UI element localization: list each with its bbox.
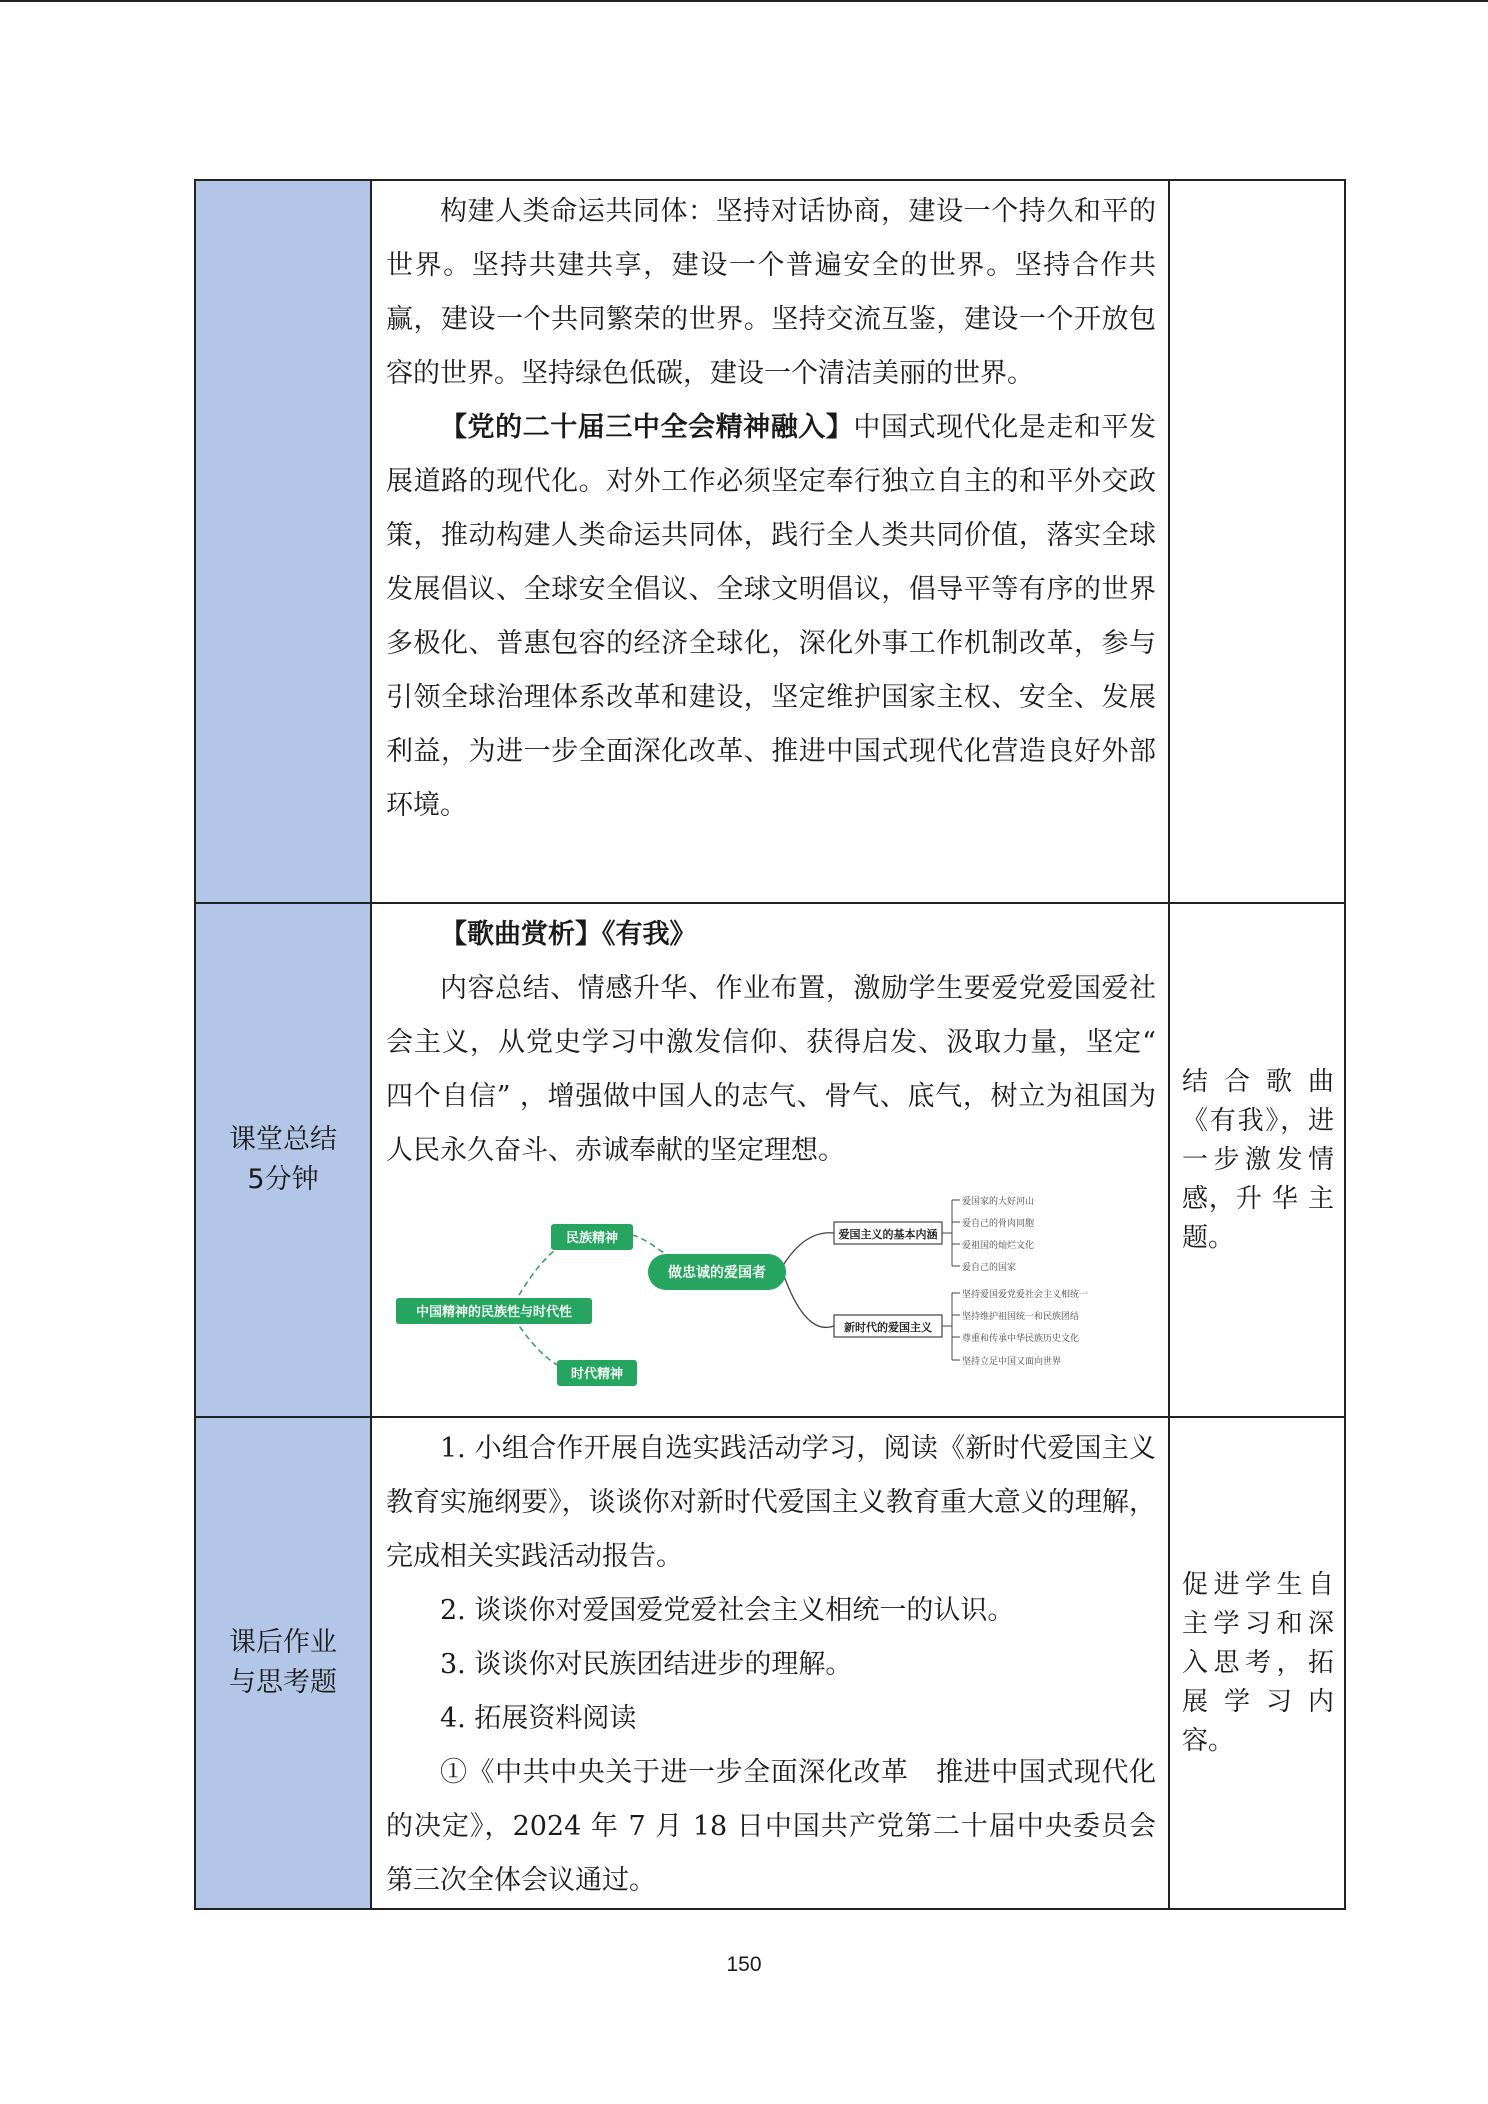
branch2-leaf-2: 坚持维护祖国统一和民族团结	[962, 1312, 1080, 1322]
homework-item-2: 2. 谈谈你对爱国爱党爱社会主义相统一的认识。	[440, 1595, 1015, 1626]
homework-item-1: 1. 小组合作开展自选实践活动学习，阅读《新时代爱国主义教育实施纲要》，谈谈你对新时代爱国主义教育重大意义的理解，完成相关实践活动报告。	[386, 1433, 1156, 1572]
paragraph-plenum	[386, 401, 1156, 833]
branch2-leaf-4: 坚持立足中国又面向世界	[962, 1357, 1062, 1367]
song-heading: 【歌曲赏析】《有我》	[440, 919, 697, 950]
homework-label-line2: 与思考题	[229, 1667, 337, 1698]
summary-note: 结合歌曲《有我》，进一步激发情感，升 华 主题。	[1169, 903, 1345, 1417]
table-row-summary	[195, 903, 1345, 1417]
row-content	[371, 180, 1169, 903]
plenum-heading: 【党的二十届三中全会精神融入】	[440, 412, 854, 443]
mind-map-diagram	[386, 1188, 1136, 1396]
row-label-homework	[195, 1417, 371, 1909]
summary-label-line2: 5分钟	[247, 1164, 319, 1195]
branch2-leaf-1: 坚持爱国爱党爱社会主义相统一	[962, 1290, 1089, 1300]
node-top-text: 民族精神	[565, 1231, 619, 1246]
connector-branch2-leaves	[942, 1293, 960, 1360]
summary-label-line1: 课堂总结	[229, 1124, 337, 1155]
summary-paragraph: 内容总结、情感升华、作业布置，激励学生要爱党爱国爱社会主义，从党史学习中激发信仰、获得启发、汲取力量，坚定“ 四个自信” ，增强做中国人的志气、骨气、底气，树立为祖国为人民永久奋斗、赤诚奉献的坚定理想。	[386, 973, 1156, 1166]
node-branch2-text: 新时代的爱国主义	[844, 1321, 932, 1334]
node-center-text: 做忠诚的爱国者	[668, 1265, 766, 1281]
node-branch1-text: 爱国主义的基本内涵	[838, 1228, 938, 1241]
row-label	[195, 180, 371, 903]
row-label-summary	[195, 903, 371, 1417]
homework-content	[371, 1417, 1169, 1909]
page-number: 150	[726, 1953, 762, 1976]
node-bottom-text: 时代精神	[570, 1367, 624, 1382]
homework-item-5: ①《中共中央关于进一步全面深化改革 推进中国式现代化的决定》，2024 年 7 月 18 日中国共产党第二十届中央委员会第三次全体会议通过。	[386, 1757, 1156, 1896]
connector-branch1-leaves	[942, 1200, 960, 1266]
branch1-leaf-4: 爱自己的国家	[962, 1263, 1017, 1273]
homework-label-line1: 课后作业	[229, 1627, 337, 1658]
connector-center-branch1	[784, 1233, 834, 1264]
node-left-text: 中国精神的民族性与时代性	[415, 1305, 573, 1320]
branch1-leaf-2: 爱自己的骨肉同胞	[962, 1219, 1035, 1229]
lesson-plan-table	[194, 179, 1346, 1910]
connector-center-branch2	[784, 1276, 834, 1327]
row-note	[1169, 180, 1345, 903]
summary-content	[371, 903, 1169, 1417]
homework-note: 促进学生自主学习和深入思考，拓展 学 习 内容。	[1169, 1417, 1345, 1909]
table-row-world-community	[195, 180, 1345, 903]
plenum-body: 中国式现代化是走和平发展道路的现代化。对外工作必须坚定奉行独立自主的和平外交政策，推动构建人类命运共同体，践行全人类共同价值，落实全球发展倡议、全球安全倡议、全球文明倡议，倡导平等有序的世界多极化、普惠包容的经济全球化，深化外事工作机制改革，参与引领全球治理体系改革和建设，坚定维护国家主权、安全、发展利益，为进一步全面深化改革、推进中国式现代化营造良好外部环境。	[386, 412, 1157, 821]
branch1-leaf-1: 爱国家的大好河山	[962, 1197, 1035, 1207]
homework-item-4: 4. 拓展资料阅读	[440, 1703, 637, 1734]
top-rule	[0, 0, 1488, 2]
branch2-leaf-3: 尊重和传承中华民族历史文化	[962, 1334, 1080, 1344]
branch1-leaf-3: 爱祖国的灿烂文化	[962, 1241, 1035, 1251]
homework-item-3: 3. 谈谈你对民族团结进步的理解。	[440, 1649, 853, 1680]
table-row-homework	[195, 1417, 1345, 1909]
paragraph-community: 构建人类命运共同体：坚持对话协商，建设一个持久和平的世界。坚持共建共享，建设一个普遍安全的世界。坚持合作共赢，建设一个共同繁荣的世界。坚持交流互鉴，建设一个开放包容的世界。坚持绿色低碳，建设一个清洁美丽的世界。	[386, 196, 1156, 389]
